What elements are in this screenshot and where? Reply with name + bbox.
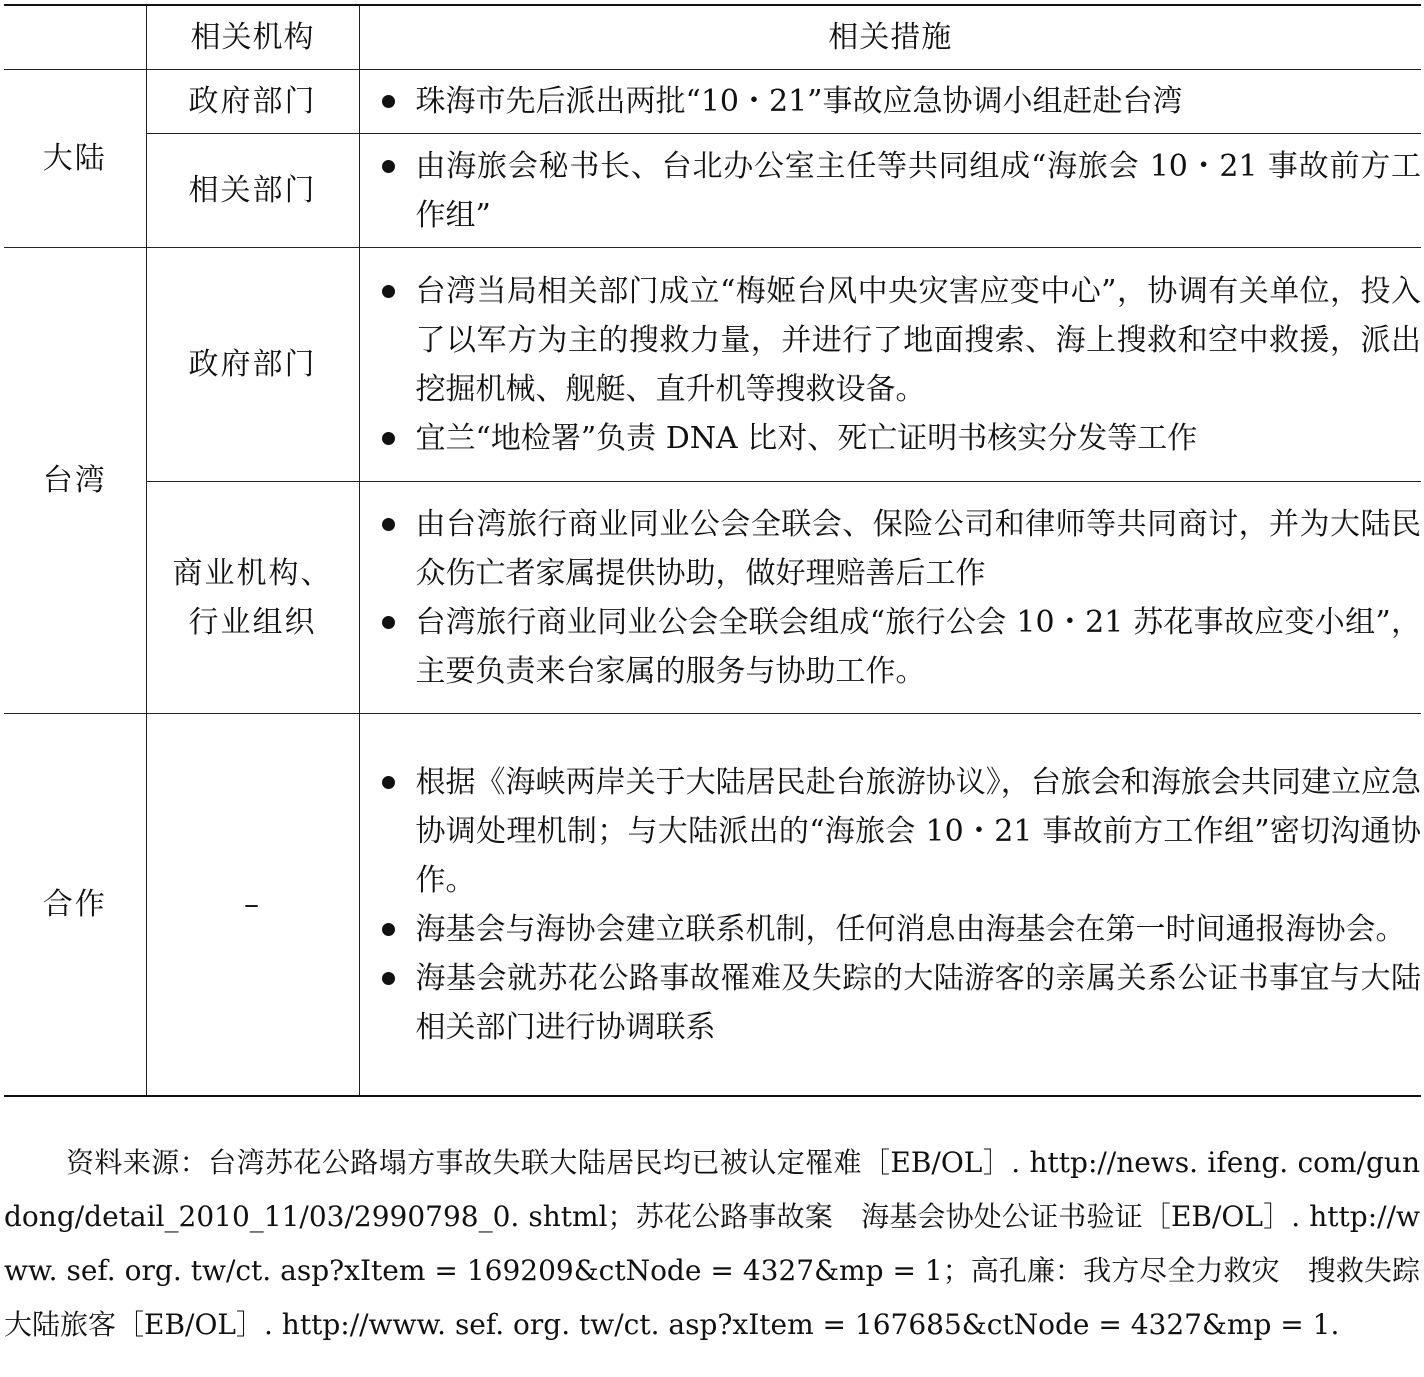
org-label: 相关部门 xyxy=(188,173,317,208)
header-measures: 相关措施 xyxy=(359,5,1421,70)
measures-list xyxy=(360,267,1422,463)
bullet-icon xyxy=(382,616,395,629)
list-item xyxy=(360,500,1422,598)
table-row xyxy=(4,134,1421,248)
list-item xyxy=(360,414,1422,463)
list-item xyxy=(360,905,1422,954)
org-label: 政府部门 xyxy=(188,347,317,382)
measures-table xyxy=(4,4,1421,1097)
measure-text: 台湾旅行商业同业公会全联会组成“旅行公会 10・21 苏花事故应变小组”，主要负责来台家属的服务与协助工作。 xyxy=(415,604,1421,689)
measure-text: 海基会就苏花公路事故罹难及失踪的大陆游客的亲属关系公证书事宜与大陆相关部门进行协调联系 xyxy=(415,960,1421,1045)
bullet-icon xyxy=(382,432,395,445)
measures-cell xyxy=(359,134,1421,248)
region-mainland: 大陆 xyxy=(4,70,146,248)
bullet-icon xyxy=(382,776,395,789)
org-cell xyxy=(146,714,359,1097)
table-row xyxy=(4,714,1421,1097)
list-item xyxy=(360,77,1422,126)
region-cooperation: 合作 xyxy=(4,714,146,1097)
measure-text: 宜兰“地检署”负责 DNA 比对、死亡证明书核实分发等工作 xyxy=(415,420,1198,456)
list-item xyxy=(360,598,1422,696)
list-item xyxy=(360,142,1422,240)
list-item xyxy=(360,954,1422,1052)
org-cell xyxy=(146,248,359,482)
bullet-icon xyxy=(382,285,395,298)
header-empty-cell xyxy=(4,5,146,70)
source-note: 资料来源：台湾苏花公路塌方事故失联大陆居民均已被认定罹难［EB/OL］. http://news. ifeng. com/gundong/detail_2010_11/03/2990798_0. shtml；苏花公路事故案 海基会协处公证书验证［EB/OL］. http://www. sef. org. tw/ct. asp?xItem = 169209&ctNode = 4327&mp = 1；高孔廉：我方尽全力救灾 搜救失踪大陆旅客［EB/OL］. http://www. sef. org. tw/ct. asp?xItem = 167685&ctNode = 4327&mp = 1. xyxy=(4,1146,1420,1341)
bullet-icon xyxy=(382,518,395,531)
list-item xyxy=(360,267,1422,414)
org-cell xyxy=(146,482,359,714)
measure-text: 根据《海峡两岸关于大陆居民赴台旅游协议》，台旅会和海旅会共同建立应急协调处理机制；与大陆派出的“海旅会 10・21 事故前方工作组”密切沟通协作。 xyxy=(415,764,1421,898)
measure-text: 珠海市先后派出两批“10・21”事故应急协调小组赶赴台湾 xyxy=(415,84,1183,119)
table-row xyxy=(4,482,1421,714)
measures-list xyxy=(360,758,1422,1052)
measures-list xyxy=(360,142,1422,240)
measures-cell xyxy=(359,482,1421,714)
org-label-line2: 行业组织 xyxy=(188,604,317,640)
measure-text: 台湾当局相关部门成立“梅姬台风中央灾害应变中心”，协调有关单位，投入了以军方为主的搜救力量，并进行了地面搜索、海上搜救和空中救援，派出挖掘机械、舰艇、直升机等搜救设备。 xyxy=(415,273,1421,407)
measures-list xyxy=(360,77,1422,126)
region-taiwan: 台湾 xyxy=(4,248,146,714)
header-institutions: 相关机构 xyxy=(146,5,359,70)
table-row xyxy=(4,248,1421,482)
bullet-icon xyxy=(382,972,395,985)
bullet-icon xyxy=(382,95,395,108)
org-label: 政府部门 xyxy=(188,84,317,119)
org-label: – xyxy=(244,887,261,922)
measure-text: 由海旅会秘书长、台北办公室主任等共同组成“海旅会 10・21 事故前方工作组” xyxy=(415,148,1421,233)
measures-cell xyxy=(359,248,1421,482)
measure-text: 海基会与海协会建立联系机制，任何消息由海基会在第一时间通报海协会。 xyxy=(415,911,1406,947)
org-cell xyxy=(146,134,359,248)
org-cell xyxy=(146,70,359,134)
measures-list xyxy=(360,500,1422,696)
table-header-row xyxy=(4,5,1421,70)
bullet-icon xyxy=(382,923,395,936)
org-label-line1: 商业机构、 xyxy=(172,555,333,591)
bullet-icon xyxy=(382,160,395,173)
table-row xyxy=(4,70,1421,134)
measures-cell xyxy=(359,70,1421,134)
measure-text: 由台湾旅行商业同业公会全联会、保险公司和律师等共同商讨，并为大陆民众伤亡者家属提供协助，做好理赔善后工作 xyxy=(415,506,1421,591)
measures-cell xyxy=(359,714,1421,1097)
list-item xyxy=(360,758,1422,905)
